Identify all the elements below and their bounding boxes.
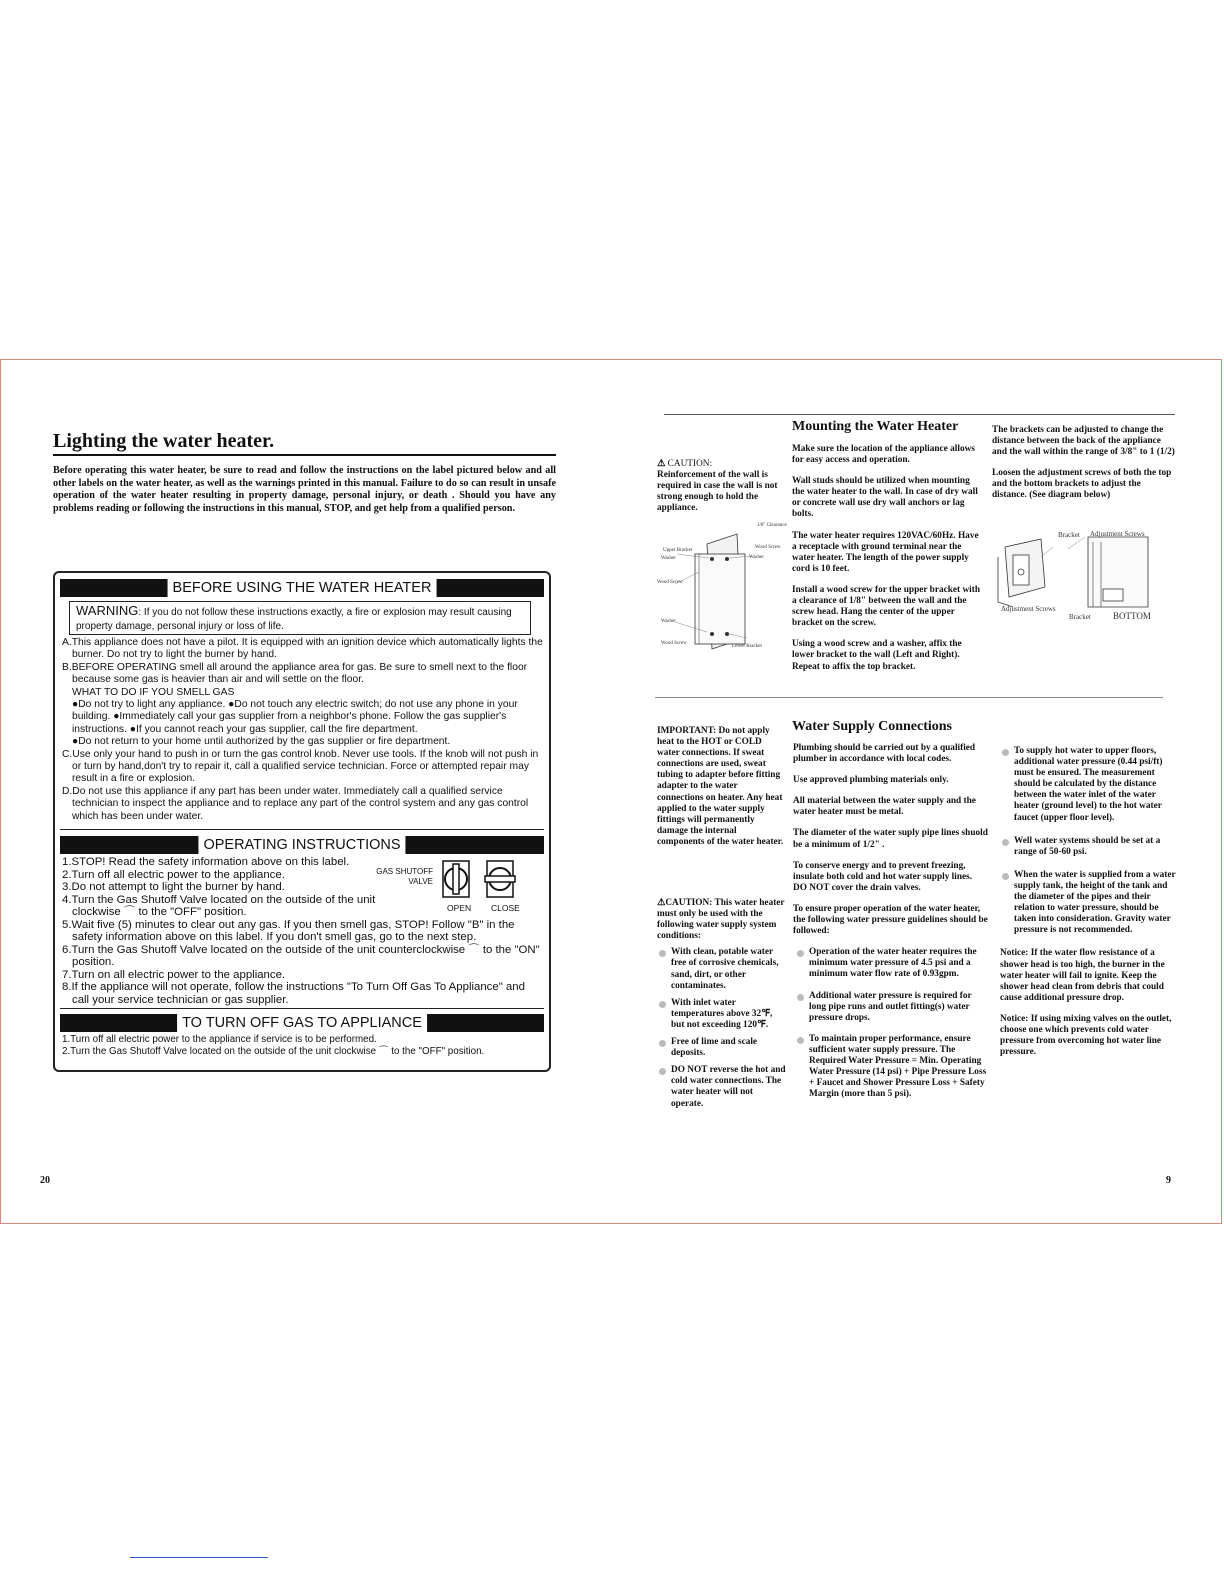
label-washer-right: Washer <box>749 555 764 560</box>
supply-p3: All material between the water supply and the water heater must be metal. <box>793 796 976 818</box>
bracket-text <box>992 425 1177 512</box>
label-wood-screw-left: Wood Screw <box>657 580 683 585</box>
mounting-title: Mounting the Water Heater <box>792 419 959 434</box>
bracket-diagram <box>993 527 1163 625</box>
middle-rule <box>655 697 1163 698</box>
caution-icon: ⚠ <box>657 898 666 908</box>
mount-p3: The water heater requires 120VAC/60Hz. Have a receptacle with ground terminal near the water heater. The length of the power supply cord is 10 feet. <box>792 530 979 574</box>
smell-gas-1: ●Do not try to light any appliance. ●Do not touch any electric switch; do not use any phone in your building. ●Immediately call your gas supplier from a neighbor's phone. Follow the gas supplier's instructions. ●If you cannot reach your gas supplier, call the fire department. <box>72 699 518 735</box>
item-d: D.Do not use this appliance if any part has been under water. Immediately call a qualified service technician to inspect the appliance and to replace any part of the control system and any gas control which has been under water. <box>62 785 529 822</box>
condition-item: DO NOT reverse the hot and cold water connections. The water heater will not operate. <box>657 1065 787 1109</box>
valve-close-label: CLOSE <box>491 903 520 913</box>
supply-p4: The diameter of the water suply pipe lines shuold be a minimum of 1/2" . <box>793 828 988 850</box>
turn-off-title: TO TURN OFF GAS TO APPLIANCE <box>177 1013 427 1033</box>
right-col-item: To supply hot water to upper floors, additional water pressure (0.44 psi/ft) must be ensured. The measurement should be calculated by the distance between the water inlet of the water heater (ground level) to the hot water faucet (upper floor level). <box>1000 746 1176 824</box>
valve-label-line-1: GAS SHUTOFF <box>376 867 433 876</box>
mount-p1: Make sure the location of the appliance allows for easy access and operation. <box>792 444 975 466</box>
supply-p1: Plumbing should be carried out by a qualified plumber in accordance with local codes. <box>793 743 976 765</box>
label-wood-screw-top: Wood Screw <box>755 545 781 550</box>
right-col-item: Well water systems should be set at a range of 50-60 psi. <box>1000 836 1176 858</box>
operating-header <box>60 836 544 854</box>
item-a: A.This appliance does not have a pilot. It is equipped with an ignition device which automatically lights the burner. Do not try to light the burner by hand. <box>62 637 543 661</box>
page-number-right: 9 <box>1166 1175 1171 1186</box>
page-number-left: 20 <box>40 1175 50 1186</box>
label-clearance: 1/8" Clearance <box>757 523 787 528</box>
before-using-title: BEFORE USING THE WATER HEATER <box>168 578 437 598</box>
caution-2-text: CAUTION: This water heater must only be used with the following water supply system conditions: <box>657 898 785 942</box>
divider <box>60 1008 544 1009</box>
notice-2: Notice: If using mixing valves on the outlet, choose one which prevents cold water pressure from overcoming hot water line pressure. <box>1000 1013 1172 1058</box>
op-step-2: 2.Turn off all electric power to the appliance. <box>62 868 285 881</box>
label-upper-bracket: Upper Bracket <box>663 548 693 553</box>
caution-2 <box>657 898 787 1110</box>
label-bracket-bottom: Bracket <box>1069 613 1091 621</box>
smell-gas-heading: WHAT TO DO IF YOU SMELL GAS <box>72 686 235 698</box>
warning-box <box>69 601 531 635</box>
before-using-header <box>60 579 544 597</box>
mount-p2: Wall studs should be utilized when mounting the water heater to the wall. In case of dry wall or concrete wall use dry wall anchors or lag bolts. <box>792 476 978 520</box>
supply-p6: To ensure proper operation of the water heater, the following water pressure guidelines should be followed: <box>793 903 988 937</box>
gas-valve-icon <box>441 859 531 901</box>
label-lower-bracket: Lower Bracket <box>732 644 762 649</box>
top-rule <box>664 414 1175 415</box>
valve-label <box>373 867 433 886</box>
warning-word: WARNING <box>76 603 139 618</box>
label-bottom: BOTTOM <box>1113 611 1151 621</box>
safety-list <box>62 637 544 823</box>
caution-1-label: CAUTION: <box>667 459 713 469</box>
label-adjustment-screws-bottom: Adjustment Screws <box>1001 605 1056 613</box>
mount-p5: Using a wood screw and a washer, affix the lower bracket to the wall (Left and Right). Repeat to affix the top bracket. <box>792 639 962 672</box>
item-c: C.Use only your hand to push in or turn the gas control knob. Never use tools. If the knob will not push in or turn by hand,don't try to repair it, call a qualified service technician. Force or attempted repair may result in a fire or explosion. <box>62 748 539 785</box>
label-bracket-top: Bracket <box>1058 531 1080 539</box>
footer-link-rule <box>130 1557 268 1558</box>
divider <box>60 829 544 830</box>
condition-item: With clean, potable water free of corrosive chemicals, sand, dirt, or other contaminates. <box>657 947 787 991</box>
smell-gas-2: ●Do not return to your home until authorized by the gas supplier or fire department. <box>72 736 451 748</box>
intro-paragraph: Before operating this water heater, be sure to read and follow the instructions on the label pictured below and all other labels on the water heater, as well as the warnings printed in this manual. Failure to do so can result in unsafe operation of the water heater resulting in property damage, personal injury, or death . Should you have any problems reading or following the instructions in this manual, STOP, and get help from a qualified person. <box>53 465 556 514</box>
op-step-5: 5.Wait five (5) minutes to clear out any gas. If you then smell gas, STOP! Follow "B" in the safety information above on this label. If you don't smell gas, go to the next step. <box>62 918 515 943</box>
guideline-item: Operation of the water heater requires the minimum water pressure of 4.5 psi and a minimum water flow rate of 0.93gpm. <box>795 947 988 980</box>
op-step-1: 1.STOP! Read the safety information above on this label. <box>62 856 350 868</box>
op-step-4: 4.Turn the Gas Shutoff Valve located on the outside of the unit clockwise ⌒ to the "OFF" position. <box>62 893 376 918</box>
off-step-2: 2.Turn the Gas Shutoff Valve located on the outside of the unit clockwise ⌒ to the "OFF" position. <box>62 1046 485 1058</box>
condition-item: Free of lime and scale deposits. <box>657 1037 787 1059</box>
operating-title: OPERATING INSTRUCTIONS <box>198 835 405 855</box>
mounting-diagram-drawing <box>657 524 782 654</box>
important-note: IMPORTANT: Do not apply heat to the HOT or COLD water connections. If sweat connections are used, sweat tubing to adapter before fitting adapter to the water connections on heater. Any heat applied to the water supply fittings will permanently damage the internal components of the water heater. <box>657 726 784 847</box>
op-step-7: 7.Turn on all electric power to the appliance. <box>62 968 286 981</box>
item-b: B.BEFORE OPERATING smell all around the appliance area for gas. Be sure to smell next to the floor because some gas is heavier than air and will settle on the floor. <box>62 661 528 686</box>
label-washer-left: Washer <box>661 556 676 561</box>
mount-p4: Install a wood screw for the upper bracket with a clearance of 1/8" between the wall and the screw head. Hang the center of the upper bracket on the screw. <box>792 584 981 629</box>
mounting-diagram <box>657 523 787 654</box>
warning-text: : If you do not follow these instructions exactly, a fire or explosion may result causing property damage, personal injury or loss of life. <box>76 607 512 632</box>
caution-1-text: Reinforcement of the wall is required in case the wall is not strong enough to hold the appliance. <box>657 470 778 514</box>
supply-title: Water Supply Connections <box>792 719 952 734</box>
guideline-item: To maintain proper performance, ensure sufficient water supply pressure. The Required Water Pressure = Min. Operating Water Pressure (14 psi) + Pipe Pressure Loss + Faucet and Shower Pressure Loss + Safety Margin (more than 5 psi). <box>795 1034 988 1101</box>
page-title: Lighting the water heater. <box>53 430 275 452</box>
supply-p5: To conserve energy and to prevent freezing, insulate both cold and hot water supply lines. DO NOT cover the drain valves. <box>793 860 973 893</box>
label-wood-screw-low: Wood Screw <box>661 641 687 646</box>
turn-off-list <box>62 1034 544 1059</box>
op-step-6: 6.Turn the Gas Shutoff Valve located on the outside of the unit counterclockwise ⌒ to the "ON" position. <box>62 943 540 968</box>
supply-p2: Use approved plumbing materials only. <box>793 775 949 786</box>
op-step-8: 8.If the appliance will not operate, follow the instructions "To Turn Off Gas To Appliance" and call your service technician or gas supplier. <box>62 981 525 1006</box>
supply-right-column <box>1000 746 1176 1068</box>
right-col-item: When the water is supplied from a water supply tank, the height of the tank and the diameter of the pipes and their relation to water pressure, should be taken into consideration. Gravity water pressure is not recommended. <box>1000 870 1176 937</box>
op-step-3: 3.Do not attempt to light the burner by hand. <box>62 881 285 893</box>
caution-1 <box>657 459 782 514</box>
mounting-text <box>792 444 982 683</box>
off-step-1: 1.Turn off all electric power to the appliance if service is to be performed. <box>62 1034 377 1045</box>
turn-off-header <box>60 1014 544 1032</box>
guideline-item: Additional water pressure is required for long pipe runs and outlet fitting(s) water pressure drops. <box>795 991 988 1024</box>
label-adjustment-screws-top: Adjustment Screws <box>1090 530 1145 538</box>
valve-open-label: OPEN <box>447 903 472 913</box>
warning-label-box <box>53 571 551 1072</box>
bracket-p1: The brackets can be adjusted to change the distance between the back of the appliance and the wall within the range of 3/8" to 1 (1/2) <box>992 425 1175 458</box>
title-rule <box>53 454 556 456</box>
condition-item: With inlet water temperatures above 32℉, but not exceeding 120℉. <box>657 998 787 1031</box>
caution-icon: ⚠ <box>657 459 666 469</box>
label-washer-low: Washer <box>661 619 676 624</box>
notice-1: Notice: If the water flow resistance of a shower head is too high, the burner in the water heater will fail to ignite. Keep the shower head clean from debris that could cause additional pressure drop. <box>1000 948 1165 1003</box>
supply-text <box>793 743 988 1100</box>
bracket-p2: Loosen the adjustment screws of both the top and the bottom brackets to adjust the distance. (See diagram below) <box>992 468 1172 501</box>
valve-label-line-2: VALVE <box>408 876 433 886</box>
